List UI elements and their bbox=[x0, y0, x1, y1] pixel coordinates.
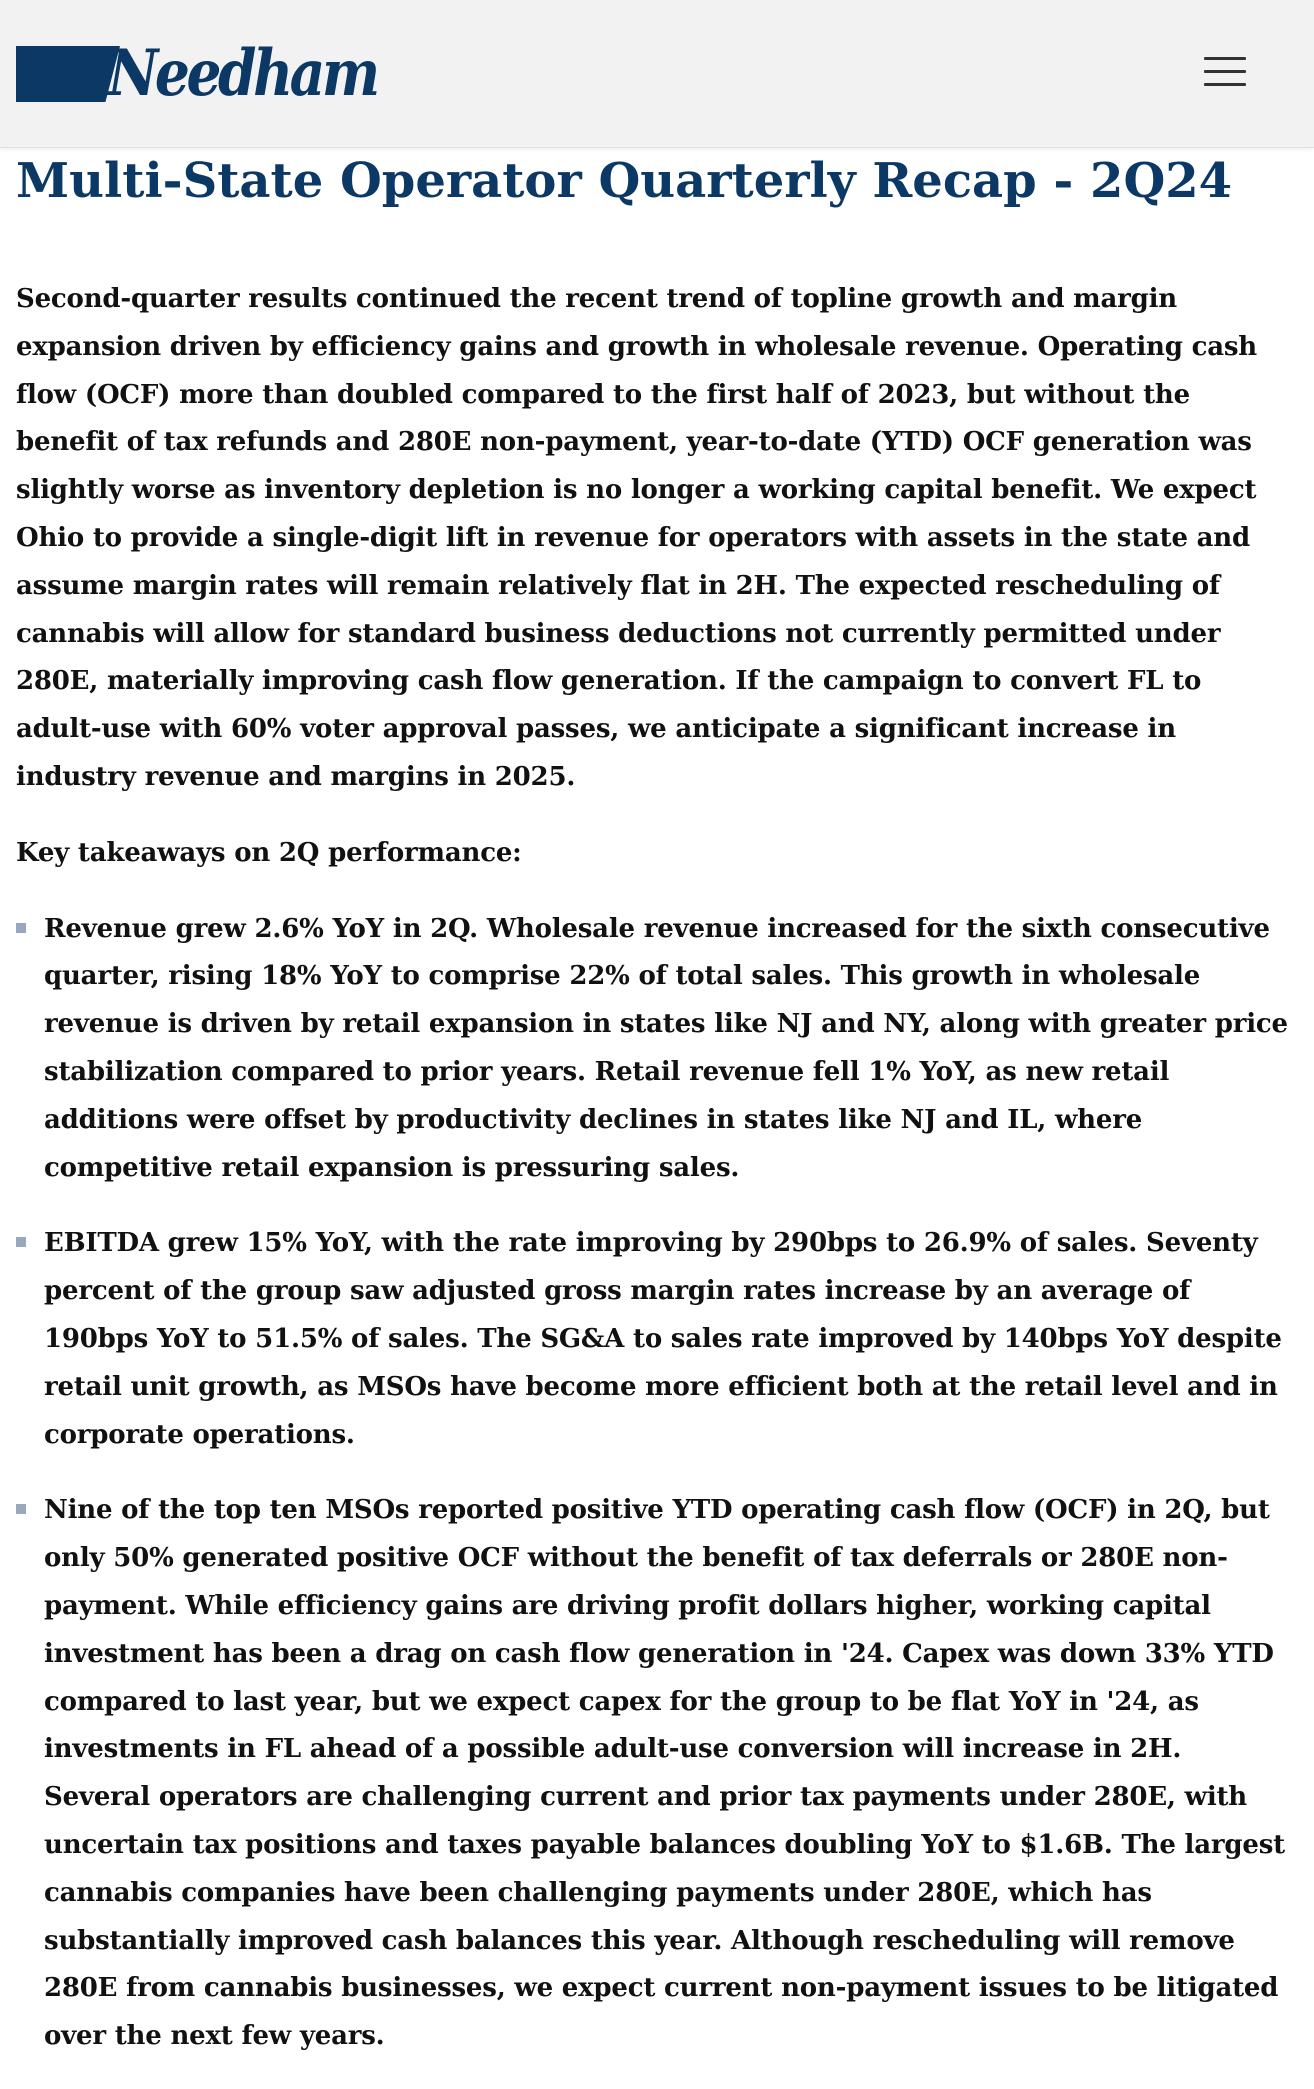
bullet-square-icon bbox=[16, 923, 26, 933]
takeaways-heading: Key takeaways on 2Q performance: bbox=[16, 837, 522, 868]
site-header bbox=[0, 0, 1314, 148]
takeaway-item-cash-flow bbox=[16, 1487, 1292, 2061]
takeaway-text: Nine of the top ten MSOs reported positive YTD operating cash flow (OCF) in 2Q, but only 50% generated positive OCF without the benefit of tax deferrals or 280E non-payment. While efficiency gains are driving profit dollars higher, working capital investment has been a drag on cash flow generation in '24. Capex was down 33% YTD compared to last year, but we expect capex for the group to be flat YoY in '24, as investments in FL ahead of a possible adult-use conversion will increase in 2H. Several operators are challenging current and prior tax payments under 280E, with uncertain tax positions and taxes payable balances doubling YoY to $1.6B. The largest cannabis companies have been challenging payments under 280E, which has substantially improved cash balances this year. Although rescheduling will remove 280E from cannabis businesses, we expect current non-payment issues to be litigated over the next few years. bbox=[44, 1495, 1285, 2052]
article-body bbox=[16, 276, 1292, 2089]
takeaway-text: Revenue grew 2.6% YoY in 2Q. Wholesale revenue increased for the sixth consecutive quarter, rising 18% YoY to comprise 22% of total sales. This growth in wholesale revenue is driven by retail expansion in states like NJ and NY, along with greater price stabilization compared to prior years. Retail revenue fell 1% YoY, as new retail additions were offset by productivity declines in states like NJ and IL, where competitive retail expansion is pressuring sales. bbox=[44, 913, 1288, 1183]
logo-wordmark: Needham bbox=[108, 36, 377, 111]
bullet-square-icon bbox=[16, 1237, 26, 1247]
takeaway-item-revenue bbox=[16, 906, 1292, 1193]
page-title: Multi-State Operator Quarterly Recap - 2Q24 bbox=[16, 153, 1233, 209]
logo-mark bbox=[16, 46, 120, 102]
bullet-square-icon bbox=[16, 1504, 26, 1514]
intro-paragraph: Second-quarter results continued the recent trend of topline growth and margin expansion driven by efficiency gains and growth in wholesale revenue. Operating cash flow (OCF) more than doubled compared to the first half of 2023, but without the benefit of tax refunds and 280E non-payment, year-to-date (YTD) OCF generation was slightly worse as inventory depletion is no longer a working capital benefit. We expect Ohio to provide a single-digit lift in revenue for operators with assets in the state and assume margin rates will remain relatively flat in 2H. The expected rescheduling of cannabis will allow for standard business deductions not currently permitted under 280E, materially improving cash flow generation. If the campaign to convert FL to adult-use with 60% voter approval passes, we anticipate a significant increase in industry revenue and margins in 2025. bbox=[16, 284, 1257, 792]
hamburger-menu-icon[interactable] bbox=[1200, 52, 1250, 92]
takeaway-item-ebitda bbox=[16, 1220, 1292, 1459]
takeaways-list bbox=[16, 906, 1292, 2061]
takeaway-text: EBITDA grew 15% YoY, with the rate improving by 290bps to 26.9% of sales. Seventy percent of the group saw adjusted gross margin rates increase by an average of 190bps YoY to 51.5% of sales. The SG&A to sales rate improved by 140bps YoY despite retail unit growth, as MSOs have become more efficient both at the retail level and in corporate operations. bbox=[44, 1228, 1282, 1450]
needham-logo[interactable] bbox=[16, 36, 377, 111]
